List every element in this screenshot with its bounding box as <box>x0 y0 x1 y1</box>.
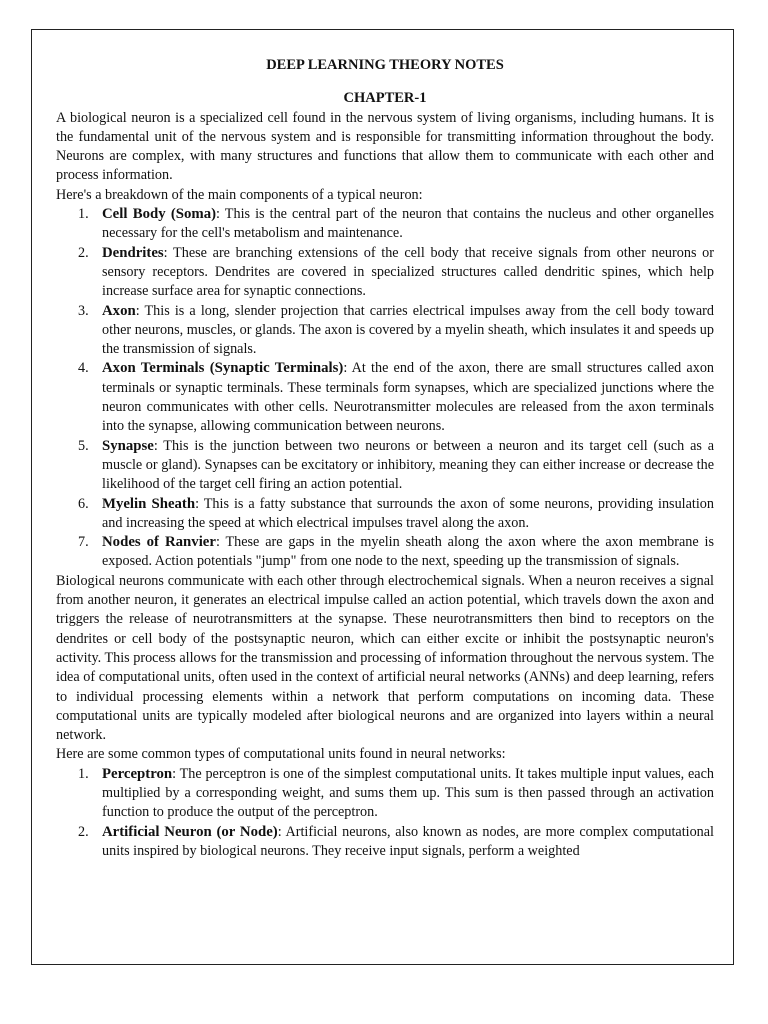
document-title: DEEP LEARNING THEORY NOTES <box>266 57 504 73</box>
item-description: : This is the central part of the neuron that contains the nucleus and other organelles necessary for the cell's metabolism and maintenance. <box>102 206 714 242</box>
chapter-heading: CHAPTER-1 <box>343 90 427 107</box>
item-number: 4. <box>78 360 89 377</box>
item-description: : At the end of the axon, there are small structures called axon terminals or synaptic terminals. These terminals form synapses, which are specialized junctions where the neuron communicates with other cells. Neurotransmitter molecules are released from the axon terminals into the synapse, allowing communication between neurons. <box>102 360 715 435</box>
item-description: : This is the junction between two neurons or between a neuron and its target cell (such as a muscle or gland). Synapses can be excitatory or inhibitory, meaning they can either increase or decrease the likelihood of the target cell firing an action potential. <box>102 437 714 493</box>
item-number: 2. <box>78 244 89 261</box>
intro-paragraph: A biological neuron is a specialized cell found in the nervous system of living organisms, including humans. It is the fundamental unit of the nervous system and is responsible for transmitting information throughout the body. Neurons are complex, with many structures and functions that allow them to communicate with each other and process information. <box>56 109 714 184</box>
item-number: 6. <box>78 495 89 512</box>
item-description: : The perceptron is one of the simplest computational units. It takes multiple input values, each multiplied by a corresponding weight, and sums them up. This sum is then passed through an activation function to produce the output of the perceptron. <box>102 765 714 821</box>
item-term: Dendrites <box>102 244 164 261</box>
item-description: : These are gaps in the myelin sheath along the axon where the axon membrane is exposed. Action potentials "jump" from one node to the next, speeding up the transmission of signals. <box>102 534 714 570</box>
item-number: 5. <box>78 437 89 454</box>
item-number: 7. <box>78 534 89 551</box>
list-item <box>56 359 714 436</box>
item-term: Perceptron <box>102 765 173 782</box>
communication-paragraph: Biological neurons communicate with each other through electrochemical signals. When a neuron receives a signal from another neuron, it generates an electrical impulse called an action potential, which travels down the axon and triggers the release of neurotransmitters at the synapse. These neurotransmitters then bind to receptors on the dendrites or cell body of the postsynaptic neuron, which can either excite or inhibit the postsynaptic neuron's activity. This process allows for the transmission and processing of information throughout the nervous system. The idea of computational units, often used in the context of artificial neural networks (ANNs) and deep learning, refers to individual processing elements within a network that perform computations on incoming data. These computational units are typically modeled after biological neurons and are organized into layers within a neural network. <box>56 572 714 744</box>
list-item <box>56 533 714 572</box>
breakdown-paragraph: Here's a breakdown of the main components of a typical neuron: <box>56 186 423 203</box>
list-item <box>56 302 714 360</box>
item-term: Axon Terminals (Synaptic Terminals) <box>102 360 344 377</box>
neuron-components-list <box>56 205 714 572</box>
item-term: Synapse <box>102 437 154 454</box>
item-term: Nodes of Ranvier <box>102 534 216 551</box>
computational-units-list <box>56 765 714 861</box>
list-item <box>56 823 714 862</box>
item-term: Axon <box>102 302 136 319</box>
list-item <box>56 205 714 244</box>
item-number: 3. <box>78 302 89 319</box>
item-description: : These are branching extensions of the cell body that receive signals from other neurons or sensory receptors. Dendrites are covered in specialized structures called dendritic spines, which help increase surface area for synaptic connections. <box>102 244 714 300</box>
item-description: : This is a long, slender projection that carries electrical impulses away from the cell body toward other neurons, muscles, or glands. The axon is covered by a myelin sheath, which insulates it and speeds up the transmission of signals. <box>102 302 714 358</box>
list-item <box>56 495 714 534</box>
item-term: Myelin Sheath <box>102 495 196 512</box>
item-number: 1. <box>78 765 89 782</box>
item-number: 2. <box>78 823 89 840</box>
document-content <box>56 56 714 861</box>
list-item <box>56 437 714 495</box>
page-frame <box>31 29 734 965</box>
units-intro-paragraph: Here are some common types of computational units found in neural networks: <box>56 746 506 763</box>
list-item <box>56 244 714 302</box>
item-number: 1. <box>78 206 89 223</box>
list-item <box>56 765 714 823</box>
item-description: : This is a fatty substance that surrounds the axon of some neurons, providing insulation and increasing the speed at which electrical impulses travel along the axon. <box>102 495 714 531</box>
item-term: Cell Body (Soma) <box>102 206 217 223</box>
item-term: Artificial Neuron (or Node) <box>102 823 278 840</box>
item-description: : Artificial neurons, also known as nodes, are more complex computational units inspired by biological neurons. They receive input signals, perform a weighted <box>102 823 714 859</box>
